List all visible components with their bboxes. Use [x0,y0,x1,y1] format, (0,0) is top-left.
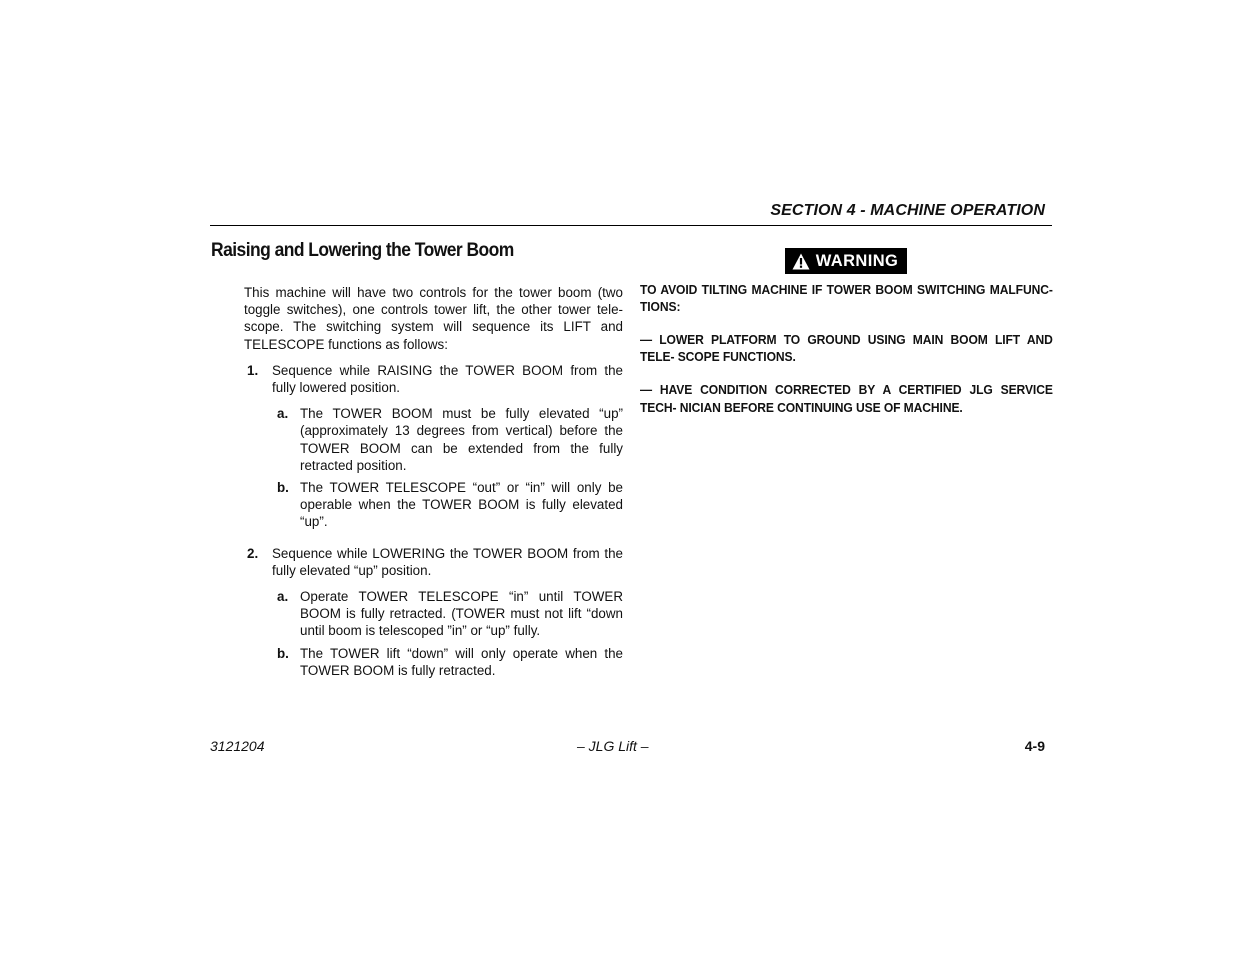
page-heading: Raising and Lowering the Tower Boom [211,240,514,261]
sub-step-text: Operate TOWER TELESCOPE “in” until TOWER BOOM is fully retracted. (TOWER must not lift “down until boom is telescoped ”in” or “up” fully. [300,589,623,639]
sub-step [272,645,623,679]
footer-page-number: 4-9 [1024,738,1045,754]
step-2 [244,545,623,679]
warning-label: WARNING [815,251,899,270]
step-text: Sequence while RAISING the TOWER BOOM from the fully lowered position. [272,362,623,396]
sub-step-letter: a. [277,406,289,422]
sub-step-text: The TOWER lift “down” will only operate when the TOWER BOOM is fully retracted. [300,645,623,678]
sub-step-letter: a. [277,589,289,605]
step-number: 1. [247,362,259,378]
sub-step [272,479,623,531]
sub-step-text: The TOWER BOOM must be fully elevated “up” (approximately 13 degrees from vertical) before the TOWER BOOM can be extended from the fully retracted position. [300,406,623,473]
footer-doc-number: 3121204 [210,738,265,754]
intro-paragraph: This machine will have two controls for the tower boom (two toggle switches), one controls tower lift, the other tower tele- scope. The switching system will sequence its LIFT and TELESCOPE functions as follows: [244,285,623,352]
section-header [210,200,1052,226]
sub-step-letter: b. [277,645,289,661]
warning-text: — HAVE CONDITION CORRECTED BY A CERTIFIED JLG SERVICE TECH- NICIAN BEFORE CONTINUING USE OF MACHINE. [640,383,1053,415]
warning-triangle-icon [792,253,810,270]
footer-publisher: – JLG Lift – [577,738,649,754]
warning-text: TO AVOID TILTING MACHINE IF TOWER BOOM SWITCHING MALFUNC- TIONS: [640,282,1053,314]
warning-badge [785,248,908,274]
step-1 [244,362,623,531]
section-title: SECTION 4 - MACHINE OPERATION [770,202,1045,219]
step-text: Sequence while LOWERING the TOWER BOOM from the fully elevated “up” position. [272,545,623,578]
warning-banner [640,248,1052,275]
right-column [640,248,1052,433]
sub-step [272,405,623,474]
left-column [244,284,623,688]
step-number: 2. [247,545,259,561]
sub-step-letter: b. [277,480,289,496]
warning-text: — LOWER PLATFORM TO GROUND USING MAIN BOOM LIFT AND TELE- SCOPE FUNCTIONS. [640,332,1053,365]
sub-step-text: The TOWER TELESCOPE “out” or “in” will only be operable when the TOWER BOOM is fully elevated “up”. [300,480,623,530]
sub-step [272,588,623,640]
